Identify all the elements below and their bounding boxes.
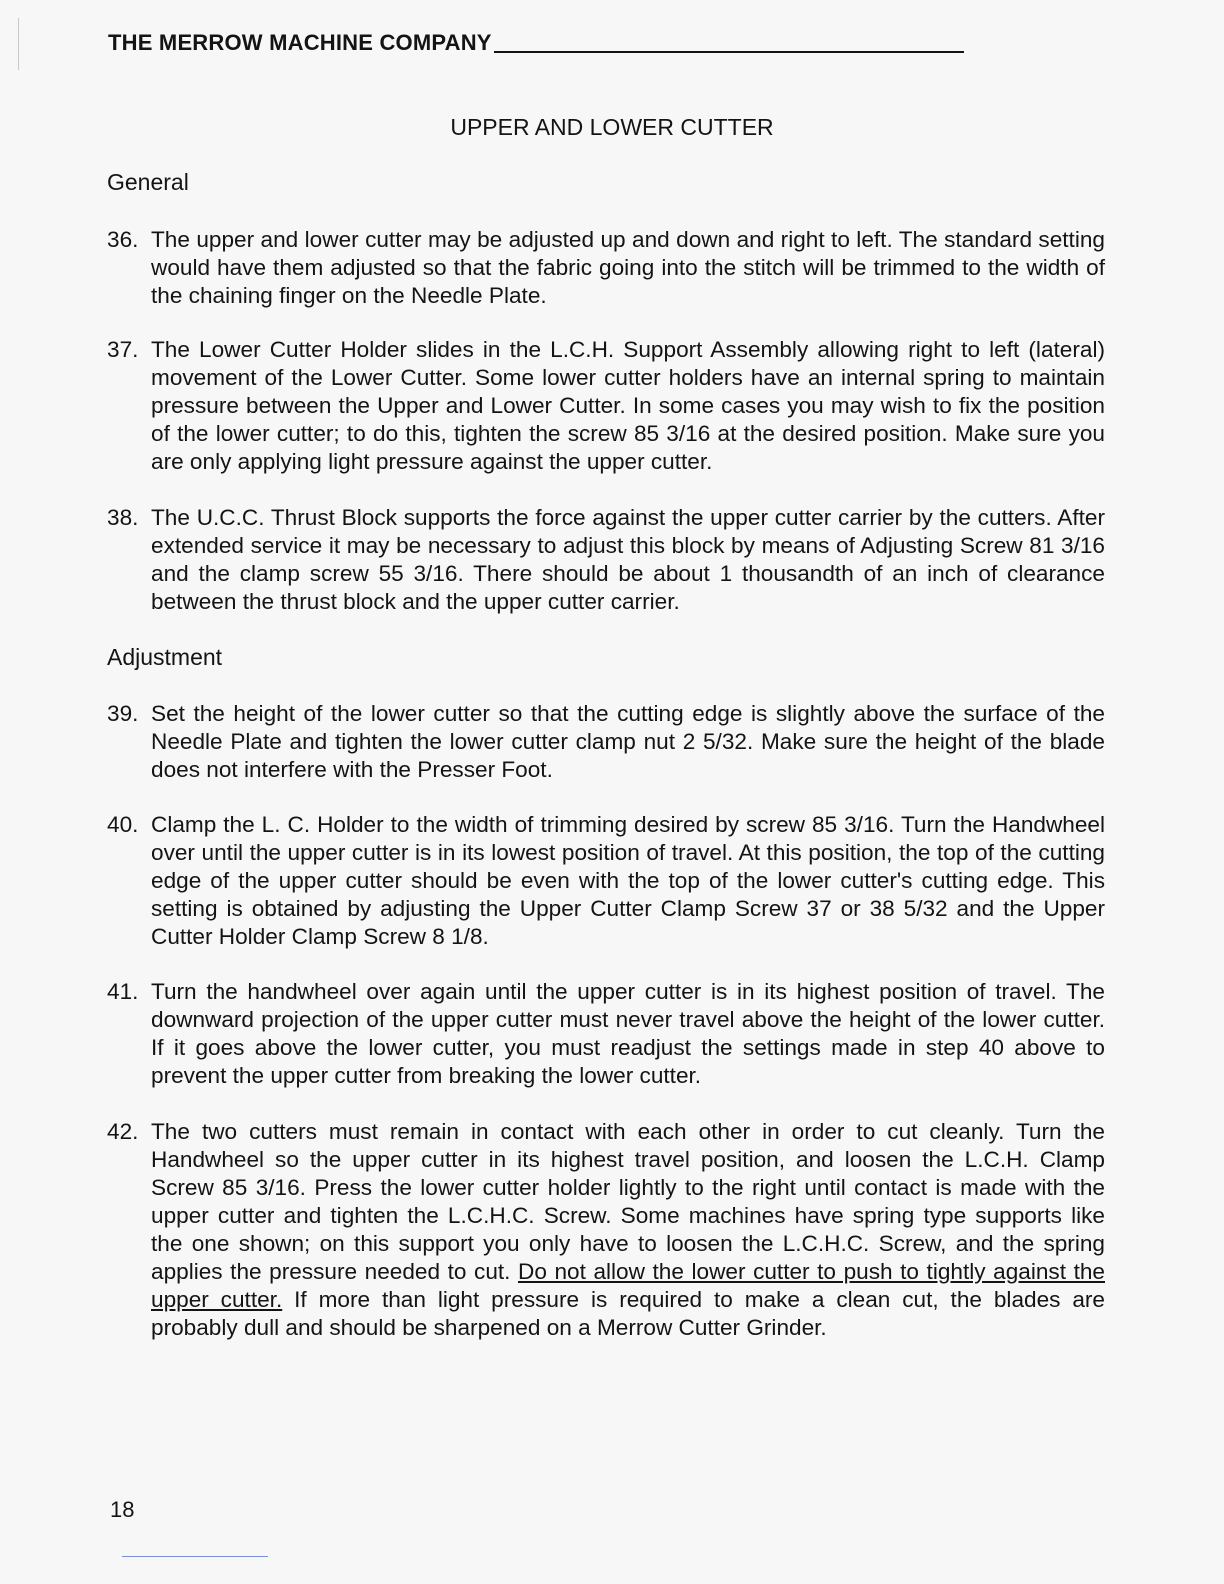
paragraph-number: 36.: [107, 227, 139, 252]
paragraph-39: [107, 700, 1105, 784]
paragraph-41: [107, 978, 1105, 1090]
subheading-general: General: [107, 169, 189, 195]
paragraph-36: [107, 226, 1105, 310]
subheading-adjustment: Adjustment: [107, 644, 223, 670]
paragraph-text-part: If more than light pressure is required to make a clean cut, the blades are probably dull and should be sharpened on a Merrow Cutter Grinder.: [151, 1287, 1105, 1340]
paragraph-40: [107, 811, 1105, 951]
footer-rule: [122, 1556, 268, 1557]
paragraph-number: 41.: [107, 979, 139, 1004]
paragraph-number: 37.: [107, 337, 139, 362]
paragraph-text: [151, 1118, 1105, 1342]
paragraph-text-part: The two cutters must remain in contact with each other in order to cut cleanly. Turn the Handwheel so the upper cutter in its highest travel position, and loosen the L.C.H. Clamp Screw 85 3/16. Press the lower cutter holder lightly to the right until contact is made with the upper cutter and tighten the L.C.H.C. Screw. Some machines have spring type supports like the one shown; on this support you only have to loosen the L.C.H.C. Screw, and the spring applies the pressure needed to cut.: [151, 1119, 1105, 1284]
paragraph-42: [107, 1118, 1105, 1342]
paragraph-number: 40.: [107, 812, 139, 837]
paragraph-number: 39.: [107, 701, 139, 726]
company-name: THE MERROW MACHINE COMPANY: [108, 30, 492, 55]
paragraph-number: 42.: [107, 1119, 139, 1144]
header-rule: [494, 51, 964, 53]
paragraph-text: Turn the handwheel over again until the upper cutter is in its highest position of travel. The downward projection of the upper cutter must never travel above the height of the lower cutter. If it goes above the lower cutter, you must readjust the settings made in step 40 above to prevent the upper cutter from breaking the lower cutter.: [151, 979, 1105, 1088]
paragraph-text: The U.C.C. Thrust Block supports the force against the upper cutter carrier by the cutters. After extended service it may be necessary to adjust this block by means of Adjusting Screw 81 3/16 and the clamp screw 55 3/16. There should be about 1 thousandth of an inch of clearance between the thrust block and the upper cutter carrier.: [151, 505, 1105, 614]
section-title: UPPER AND LOWER CUTTER: [450, 114, 774, 140]
paragraph-38: [107, 504, 1105, 616]
paragraph-text: The Lower Cutter Holder slides in the L.C.H. Support Assembly allowing right to left (lateral) movement of the Lower Cutter. Some lower cutter holders have an internal spring to maintain pressure between the Upper and Lower Cutter. In some cases you may wish to fix the position of the lower cutter; to do this, tighten the screw 85 3/16 at the desired position. Make sure you are only applying light pressure against the upper cutter.: [151, 337, 1105, 474]
paragraph-text: The upper and lower cutter may be adjusted up and down and right to left. The standard setting would have them adjusted so that the fabric going into the stitch will be trimmed to the width of the chaining finger on the Needle Plate.: [151, 227, 1105, 308]
paragraph-text: Set the height of the lower cutter so that the cutting edge is slightly above the surface of the Needle Plate and tighten the lower cutter clamp nut 2 5/32. Make sure the height of the blade does not interfere with the Presser Foot.: [151, 701, 1105, 782]
paragraph-number: 38.: [107, 505, 139, 530]
page-number: 18: [110, 1497, 135, 1522]
paragraph-text: Clamp the L. C. Holder to the width of trimming desired by screw 85 3/16. Turn the Handwheel over until the upper cutter is in its lowest position of travel. At this position, the top of the cutting edge of the upper cutter should be even with the top of the lower cutter's cutting edge. This setting is obtained by adjusting the Upper Cutter Clamp Screw 37 or 38 5/32 and the Upper Cutter Holder Clamp Screw 8 1/8.: [151, 812, 1105, 949]
page-header: [108, 30, 964, 56]
scan-edge-line: [18, 18, 19, 70]
paragraph-37: [107, 336, 1105, 476]
underlined-warning: Do not allow the lower cutter to push to tightly against the upper cutter.: [151, 1259, 1105, 1312]
